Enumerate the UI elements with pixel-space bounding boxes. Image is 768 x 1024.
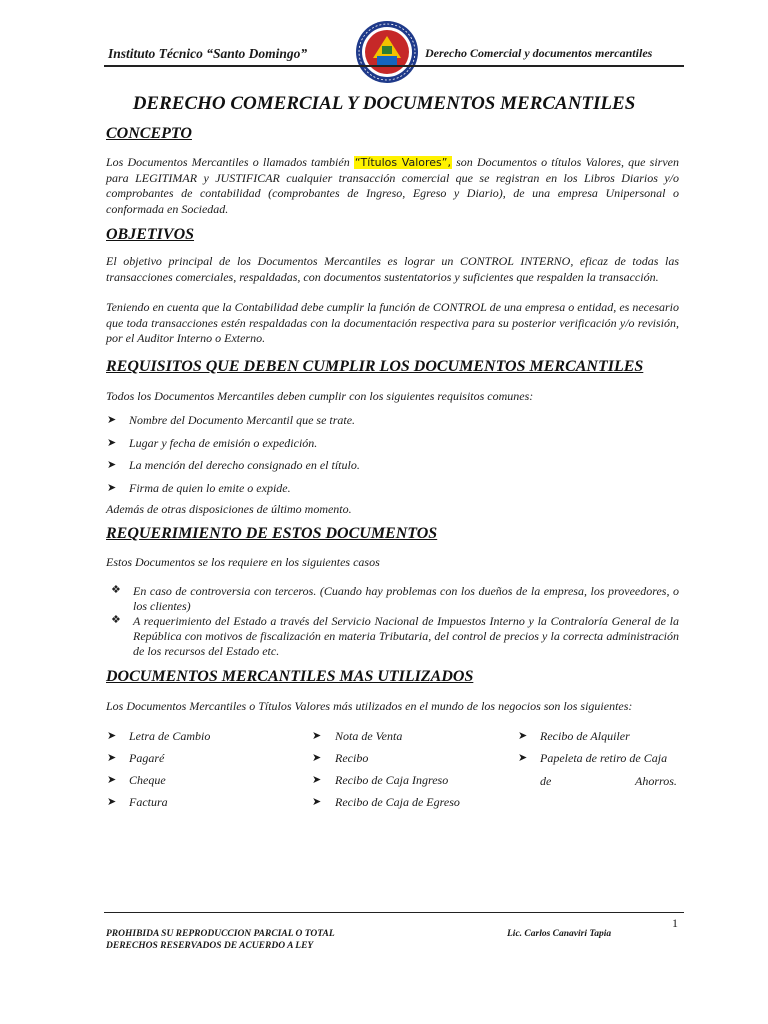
documento-item: Pagaré <box>129 751 165 765</box>
footer-rule <box>104 912 684 913</box>
arrow-bullet-icon: ➤ <box>107 796 117 808</box>
objetivos-heading: OBJETIVOS <box>106 226 195 243</box>
requisito-item: La mención del derecho consignado en el título. <box>129 458 360 472</box>
page-title: DERECHO COMERCIAL Y DOCUMENTOS MERCANTILES <box>132 93 636 114</box>
header-rule <box>104 65 684 67</box>
documento-item: Cheque <box>129 773 166 787</box>
arrow-bullet-icon: ➤ <box>107 437 117 449</box>
institution-seal-logo <box>355 20 419 84</box>
requisitos-intro: Todos los Documentos Mercantiles deben cumplir con los siguientes requisitos comunes: <box>106 389 534 403</box>
arrow-bullet-icon: ➤ <box>312 752 322 764</box>
documento-item: Papeleta de retiro de Caja <box>540 751 668 765</box>
documento-item: Recibo de Caja Ingreso <box>335 773 449 787</box>
concepto-text-before: Los Documentos Mercantiles o llamados también <box>106 155 354 169</box>
requerimiento-heading: REQUERIMIENTO DE ESTOS DOCUMENTOS <box>106 525 438 542</box>
diamond-bullet-icon: ❖ <box>111 614 121 626</box>
requerimiento-intro: Estos Documentos se los requiere en los siguientes casos <box>106 555 380 569</box>
documento-item: Factura <box>129 795 168 809</box>
footer-author: Lic. Carlos Canaviri Tapia <box>507 929 612 939</box>
mas-utilizados-intro: Los Documentos Mercantiles o Títulos Valores más utilizados en el mundo de los negocios son los siguientes: <box>106 699 633 713</box>
arrow-bullet-icon: ➤ <box>107 774 117 786</box>
arrow-bullet-icon: ➤ <box>107 730 117 742</box>
concepto-text-after: son Documentos o títulos Valores, que sirven para LEGITIMAR y JUSTIFICAR cualquier transacción comercial que se registran en los Libros Diarios y/o comprobantes de contabilidad (comprobantes de Ingreso, Egreso y Diario), de una empresa Unipersonal o conformada en Sociedad. <box>106 155 679 216</box>
arrow-bullet-icon: ➤ <box>312 774 322 786</box>
documento-item: Recibo de Caja de Egreso <box>335 795 460 809</box>
header-institution: Instituto Técnico “Santo Domingo” <box>108 46 308 61</box>
footer-copyright-line-1: PROHIBIDA SU REPRODUCCION PARCIAL O TOTAL <box>106 929 335 939</box>
requisitos-closing: Además de otras disposiciones de último momento. <box>106 502 352 516</box>
documento-item-continuation: de <box>540 774 552 788</box>
concepto-heading: CONCEPTO <box>106 125 192 142</box>
diamond-bullet-icon: ❖ <box>111 584 121 596</box>
concepto-paragraph <box>106 155 679 217</box>
requisito-item: Firma de quien lo emite o expide. <box>129 481 291 495</box>
arrow-bullet-icon: ➤ <box>312 730 322 742</box>
arrow-bullet-icon: ➤ <box>107 414 117 426</box>
documento-item: Nota de Venta <box>335 729 403 743</box>
documento-item: Recibo de Alquiler <box>540 729 630 743</box>
requerimiento-item: En caso de controversia con terceros. (Cuando hay problemas con los dueños de la empresa, los proveedores, o los clientes) <box>133 584 679 613</box>
arrow-bullet-icon: ➤ <box>107 459 117 471</box>
arrow-bullet-icon: ➤ <box>312 796 322 808</box>
documento-item: Letra de Cambio <box>129 729 211 743</box>
arrow-bullet-icon: ➤ <box>518 730 528 742</box>
titulos-valores-highlight: “Títulos Valores”, <box>354 156 451 169</box>
objetivos-paragraph-2: Teniendo en cuenta que la Contabilidad debe cumplir la función de CONTROL de una empresa o entidad, es necesario que toda transacciones estén respaldadas con la documentación respectiva para su posterior verificación y/o revisión, por el Auditor Interno o Externo. <box>106 300 679 345</box>
header-subject: Derecho Comercial y documentos mercantiles <box>425 46 653 60</box>
requisito-item: Lugar y fecha de emisión o expedición. <box>129 436 318 450</box>
objetivos-paragraph-1: El objetivo principal de los Documentos Mercantiles es lograr un CONTROL INTERNO, eficaz de todas las transacciones comerciales, respaldadas, con documentos sustentatorios y suficientes que respalden la transacción. <box>106 254 679 284</box>
arrow-bullet-icon: ➤ <box>107 752 117 764</box>
documento-item-continuation: Ahorros. <box>635 774 677 788</box>
requisitos-heading: REQUISITOS QUE DEBEN CUMPLIR LOS DOCUMENTOS MERCANTILES <box>106 358 644 375</box>
arrow-bullet-icon: ➤ <box>107 482 117 494</box>
footer-copyright-line-2: DERECHOS RESERVADOS DE ACUERDO A LEY <box>106 941 314 951</box>
page-number: 1 <box>672 916 678 930</box>
requisito-item: Nombre del Documento Mercantil que se trate. <box>129 413 356 427</box>
arrow-bullet-icon: ➤ <box>518 752 528 764</box>
mas-utilizados-heading: DOCUMENTOS MERCANTILES MAS UTILIZADOS <box>106 668 474 685</box>
documento-item: Recibo <box>335 751 369 765</box>
requerimiento-item: A requerimiento del Estado a través del Servicio Nacional de Impuestos Interno y la Contraloría General de la República con motivos de fiscalización en materia Tributaria, del control de precios y la correcta administración de los recursos del Estado etc. <box>133 614 679 658</box>
